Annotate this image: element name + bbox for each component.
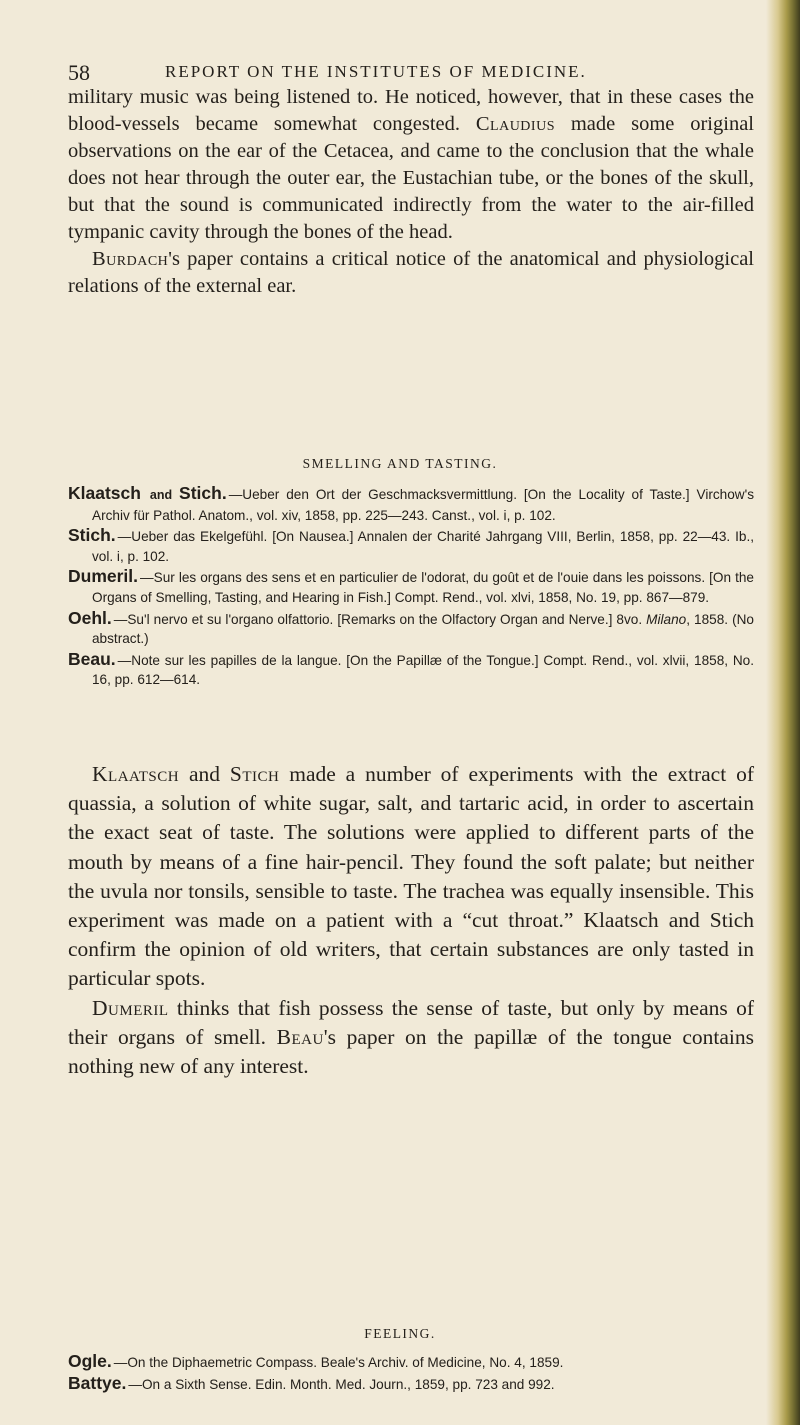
and-text: and <box>179 762 230 786</box>
burdach-name: Burdach <box>92 248 169 270</box>
ref-author: Ogle. <box>68 1351 112 1371</box>
reference-entry <box>68 526 754 566</box>
ref-text: —Ueber das Ekelgefühl. [On Nausea.] Annalen der Charité Jahrgang VIII, Berlin, 1858, pp. 22—43. Ib., vol. i, p. 102. <box>92 529 754 564</box>
heading-smelling-tasting: SMELLING AND TASTING. <box>302 456 498 471</box>
taste-discussion <box>68 760 754 1081</box>
klaatsch-stich-paragraph <box>68 760 754 994</box>
dumeril-paragraph <box>68 994 754 1082</box>
ref-text: —On a Sixth Sense. Edin. Month. Med. Journ., 1859, pp. 723 and 992. <box>128 1376 555 1392</box>
ref-author: Stich. <box>179 483 227 503</box>
ref-text: —On the Diphaemetric Compass. Beale's Archiv. of Medicine, No. 4, 1859. <box>113 1355 564 1370</box>
dumeril-text: thinks that fish possess the sense of taste, but only by means of their organs of smell. <box>68 995 754 1049</box>
beau-name: Beau <box>276 1024 324 1049</box>
ref-author: Beau. <box>68 648 116 669</box>
reference-entry <box>68 484 754 525</box>
klaatsch-text: made a number of experiments with the extract of quassia, a solution of white sugar, salt, and tartaric acid, in order to ascertain the exact seat of taste. The solutions were applied to different parts of the mouth by means of a fine hair-pencil. They found the soft palate; but neither the uvula nor tonsils, sensible to taste. The trachea was equally insensible. This experiment was made on a patient with a “cut throat.” Klaatsch and Stich confirm the opinion of old writers, that certain substances are only tasted in particular spots. <box>68 762 754 991</box>
intro-text-2: made some original observations on the ear of the Cetacea, and came to the conclusion that the whale does not hear through the outer ear, the Eustachian tube, or the bones of the skull, but that the sound is communicated indirectly from the water to the air-filled tympanic cavity through the bones of the head. <box>68 113 754 243</box>
ref-author: Battye. <box>68 1372 127 1393</box>
ref-author: Klaatsch <box>68 483 141 503</box>
smelling-references <box>68 484 754 691</box>
burdach-paragraph <box>68 246 754 300</box>
ref-text: —Su'l nervo et su l'organo olfattorio. [Remarks on the Olfactory Organ and Nerve.] 8vo. <box>113 611 647 627</box>
page-number: 58 <box>68 60 90 85</box>
intro-section <box>68 84 754 300</box>
beau-text: 's paper on the papillæ of the tongue contains nothing new of any interest. <box>68 1024 754 1079</box>
ref-text: —Ueber den Ort der Geschmacksvermittlung. [On the Locality of Taste.] Virchow's Archiv für Pathol. Anatom., vol. xiv, 1858, pp. 225—243. Canst., vol. i, p. 102. <box>92 487 754 523</box>
heading-feeling: FEELING. <box>364 1326 436 1341</box>
reference-entry <box>68 567 754 607</box>
intro-text-1: military music was being listened to. He noticed, however, that in these cases the blood-vessels became somewhat congested. <box>68 86 754 135</box>
stich-name: Stich <box>229 762 280 786</box>
ref-author: Oehl. <box>68 607 112 628</box>
ref-text: —Note sur les papilles de la langue. [On the Papillæ of the Tongue.] Compt. Rend., vol. xlvii, 1858, No. 16, pp. 612—614. <box>92 652 754 688</box>
reference-entry <box>68 1352 754 1373</box>
claudius-name: Claudius <box>475 113 555 135</box>
ref-text: —Sur les organs des sens et en particulier de l'odorat, du goût et de l'ouie dans les poissons. [On the Organs of Smelling, Tasting, and Hearing in Fish.] Compt. Rend., vol. xlvi, 1858, No. 19, pp. 867—879. <box>92 570 754 605</box>
ref-author: Stich. <box>68 525 116 546</box>
ref-text: , 1858. (No abstract.) <box>92 611 754 647</box>
page-edge-shadow <box>766 0 800 1425</box>
dumeril-name: Dumeril <box>92 995 169 1020</box>
intro-text-3: 's paper contains a critical notice of the anatomical and physiological relations of the external ear. <box>68 248 754 297</box>
running-head: REPORT ON THE INSTITUTES OF MEDICINE. <box>165 62 587 81</box>
klaatsch-name: Klaatsch <box>92 762 180 786</box>
ref-author-and: and <box>149 488 173 502</box>
ref-place: Milano <box>646 611 687 627</box>
ref-author: Dumeril. <box>68 566 139 587</box>
reference-entry <box>68 650 754 690</box>
reference-entry <box>68 609 754 649</box>
feeling-references <box>68 1352 754 1395</box>
reference-entry <box>68 1374 754 1395</box>
intro-paragraph <box>68 84 754 246</box>
